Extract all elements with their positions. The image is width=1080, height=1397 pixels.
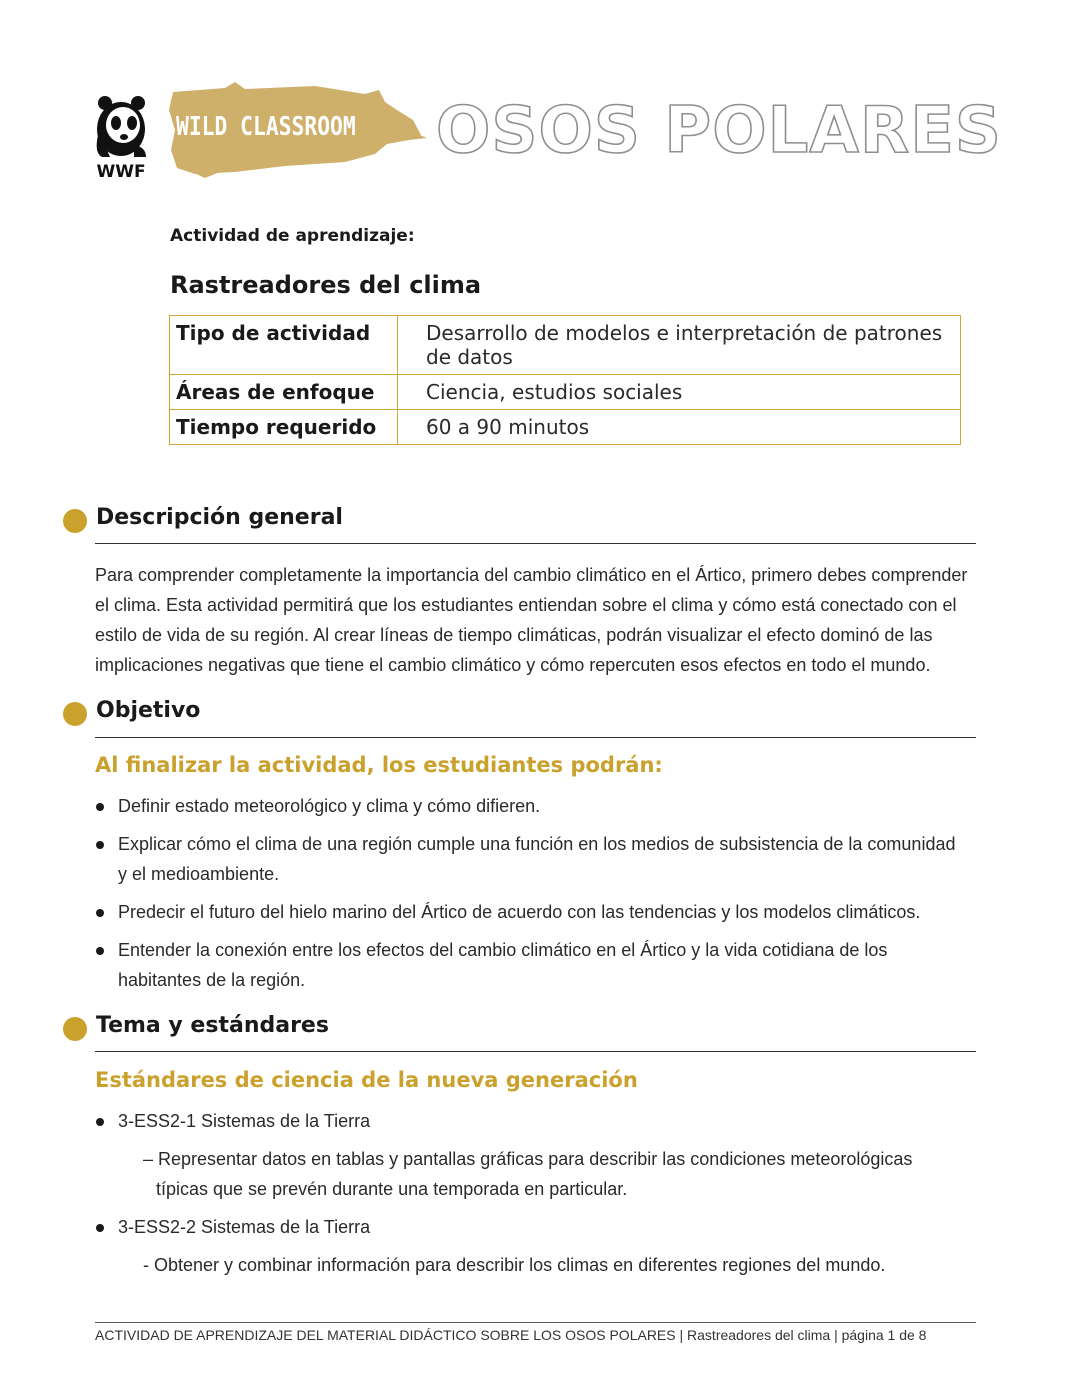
standards-list xyxy=(95,1106,965,1140)
wild-classroom-brand: WILD CLASSROOM xyxy=(176,112,356,142)
list-item: Entender la conexión entre los efectos del cambio climático en el Ártico y la vida cotidiana de los habitantes de la región. xyxy=(95,935,965,995)
standard-detail: - Obtener y combinar información para describir los climas en diferentes regiones del mundo. xyxy=(143,1255,886,1275)
table-key: Tiempo requerido xyxy=(170,410,398,445)
activity-label: Actividad de aprendizaje: xyxy=(170,226,415,246)
section-bullet-icon xyxy=(63,1017,87,1041)
bullet-icon xyxy=(96,803,104,811)
bullet-icon xyxy=(96,1224,104,1232)
objective-list xyxy=(95,791,965,1003)
table-value: Ciencia, estudios sociales xyxy=(398,375,961,410)
standards-list xyxy=(95,1212,965,1250)
footer-divider xyxy=(95,1322,976,1323)
bullet-icon xyxy=(96,1118,104,1126)
objective-heading: Objetivo xyxy=(96,698,201,723)
table-row xyxy=(170,316,961,375)
footer-text: ACTIVIDAD DE APRENDIZAJE DEL MATERIAL DIDÁCTICO SOBRE LOS OSOS POLARES | Rastreadores del clima | página 1 de 8 xyxy=(95,1327,927,1343)
wwf-logo-text: WWF xyxy=(96,162,146,181)
standard-detail: – Representar datos en tablas y pantallas gráficas para describir las condiciones meteorológicas típicas que se prevén durante una temporada en particular. xyxy=(143,1149,913,1199)
list-item: 3-ESS2-2 Sistemas de la Tierra xyxy=(95,1212,965,1242)
overview-text: Para comprender completamente la importancia del cambio climático en el Ártico, primero debes comprender el clima. Esta actividad permitirá que los estudiantes entiendan sobre el clima y cómo está conectado con el estilo de vida de su región. Al crear líneas de tiempo climáticas, podrán visualizar el efecto dominó de las implicaciones negativas que tiene el cambio climático y cómo repercuten esos efectos en todo el mundo. xyxy=(95,565,968,675)
section-divider xyxy=(95,543,976,544)
table-key: Tipo de actividad xyxy=(170,316,398,375)
objective-subtitle: Al finalizar la actividad, los estudiantes podrán: xyxy=(95,753,663,777)
list-item: Predecir el futuro del hielo marino del Ártico de acuerdo con las tendencias y los modelos climáticos. xyxy=(95,897,965,927)
standards-heading: Tema y estándares xyxy=(96,1013,329,1038)
section-bullet-icon xyxy=(63,509,87,533)
bullet-icon xyxy=(96,947,104,955)
bullet-icon xyxy=(96,841,104,849)
table-value: 60 a 90 minutos xyxy=(398,410,961,445)
bullet-icon xyxy=(96,909,104,917)
list-item: Explicar cómo el clima de una región cumple una función en los medios de subsistencia de la comunidad y el medioambiente. xyxy=(95,829,965,889)
activity-info-table xyxy=(169,315,961,445)
table-key: Áreas de enfoque xyxy=(170,375,398,410)
section-divider xyxy=(95,1051,976,1052)
list-item: Definir estado meteorológico y clima y cómo difieren. xyxy=(95,791,965,821)
standards-subtitle: Estándares de ciencia de la nueva generación xyxy=(95,1068,638,1092)
table-row xyxy=(170,375,961,410)
table-value: Desarrollo de modelos e interpretación de patrones de datos xyxy=(398,316,961,375)
table-row xyxy=(170,410,961,445)
overview-heading: Descripción general xyxy=(96,505,343,530)
list-item: 3-ESS2-1 Sistemas de la Tierra xyxy=(95,1106,965,1136)
wwf-panda-logo xyxy=(90,95,152,181)
section-divider xyxy=(95,737,976,738)
section-bullet-icon xyxy=(63,702,87,726)
page-title: OSOS POLARES xyxy=(436,94,1002,168)
activity-name: Rastreadores del clima xyxy=(170,271,482,299)
